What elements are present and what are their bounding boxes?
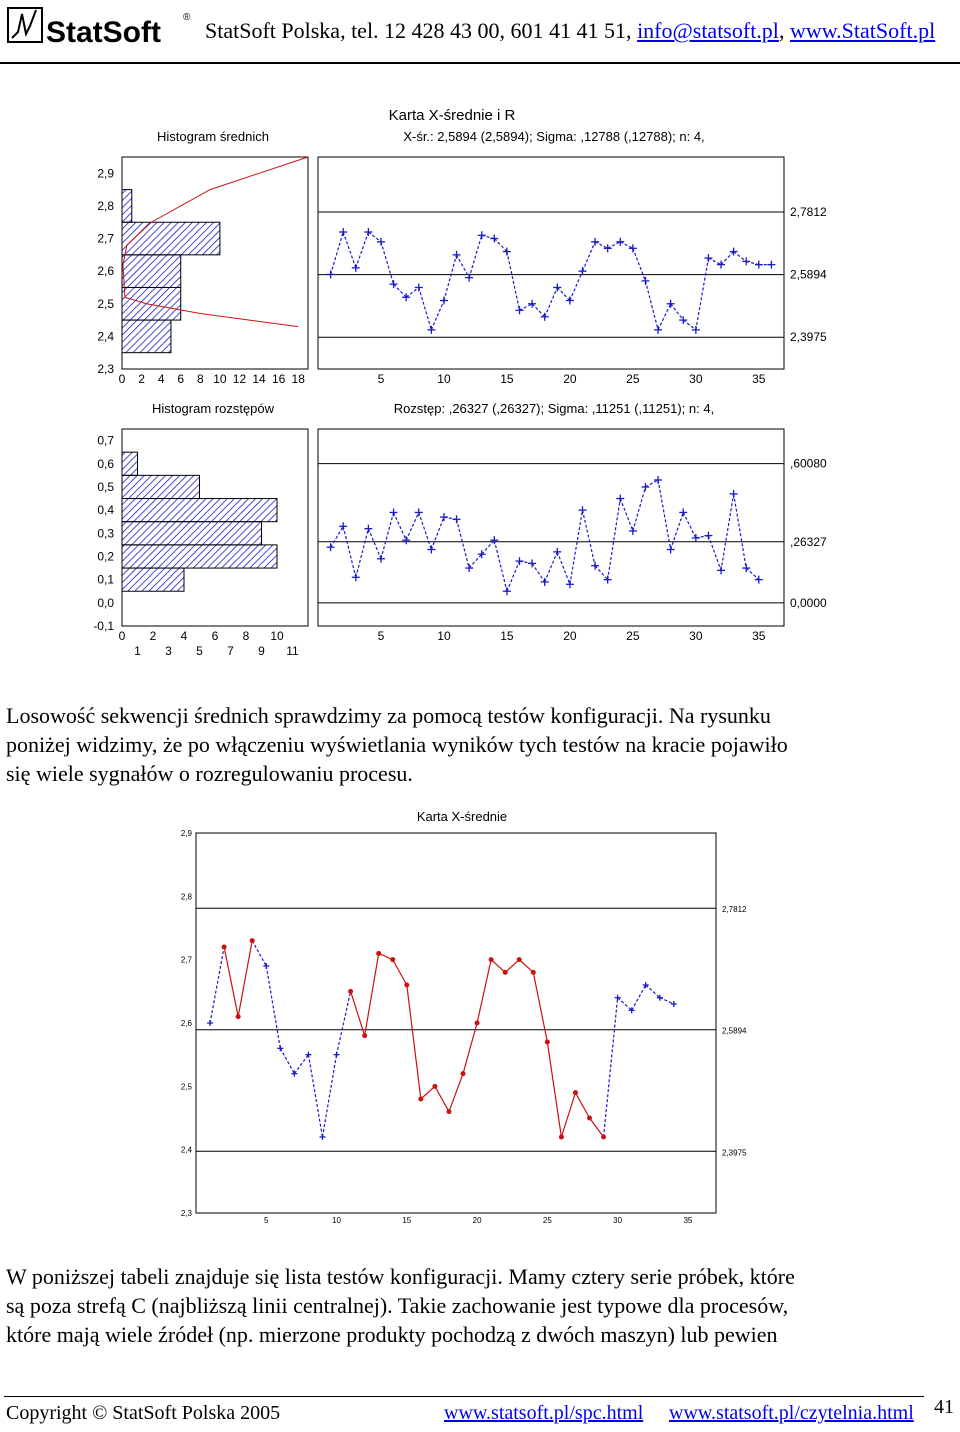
histogram-bar [122, 522, 262, 545]
x-tick-label: 5 [196, 644, 203, 658]
series-segment [494, 540, 507, 591]
signal-point [418, 1097, 423, 1102]
limit-label: 2,5894 [790, 267, 827, 282]
series-segment [419, 287, 432, 329]
series-segment [507, 252, 520, 311]
contact-text: StatSoft Polska, tel. 12 428 43 00, 601 41 41 51, [205, 18, 638, 43]
histogram-bar [122, 475, 200, 498]
series-segment [368, 529, 381, 559]
x-tick-label: 30 [613, 1216, 623, 1225]
series-segment [507, 561, 520, 591]
series-segment [368, 232, 381, 242]
histogram-bar [122, 499, 277, 522]
series-segment [457, 519, 470, 568]
x-tick-label: 1 [134, 644, 141, 658]
x-tick-label: 35 [683, 1216, 693, 1225]
series-segment [620, 499, 633, 531]
x-tick-label: 10 [437, 372, 451, 386]
signal-point [348, 989, 353, 994]
histogram-bar [122, 222, 220, 255]
plot-frame [318, 429, 784, 626]
y-tick-label: 2,7 [97, 231, 114, 246]
x-tick-label: 25 [626, 629, 640, 643]
xbar-runs-panel [181, 829, 747, 1225]
y-tick-label: 0,4 [97, 503, 114, 518]
y-tick-label: 2,5 [180, 1082, 192, 1092]
x-tick-label: 8 [242, 629, 250, 643]
y-tick-label: 0,2 [97, 549, 114, 564]
series-segment [557, 287, 570, 300]
page-header [0, 0, 960, 66]
czytelnia-link[interactable]: www.statsoft.pl/czytelnia.html [669, 1402, 914, 1424]
series-segment [356, 232, 369, 268]
header-divider [0, 62, 960, 64]
y-tick-label: 2,4 [97, 329, 114, 344]
series-segment [545, 552, 558, 582]
x-tick-label: 11 [286, 644, 299, 658]
series-segment [721, 494, 734, 570]
x-tick-label: 10 [213, 372, 227, 386]
histogram-means-panel [97, 157, 308, 386]
series-segment [407, 985, 421, 1099]
series-segment [394, 512, 407, 540]
histogram-bar [122, 568, 184, 591]
signal-point [362, 1033, 367, 1038]
series-segment [633, 248, 646, 281]
chart-title: Karta X-średnie [416, 809, 508, 824]
signal-point [475, 1021, 480, 1026]
series-segment [570, 271, 583, 300]
series-segment [660, 998, 674, 1004]
x-tick-label: 15 [500, 629, 514, 643]
y-tick-label: 0,3 [97, 526, 114, 541]
y-tick-label: 2,8 [180, 892, 192, 902]
series-segment [252, 941, 266, 966]
range-chart-panel [318, 429, 827, 643]
series-segment [435, 1086, 449, 1111]
xbar-r-chart [0, 96, 960, 666]
series-segment [331, 232, 344, 274]
signal-point [461, 1071, 466, 1076]
header-contact [205, 18, 935, 44]
histogram-ranges-title: Histogram rozstępów [151, 401, 275, 416]
series-segment [449, 1074, 463, 1112]
series-segment [683, 512, 696, 537]
series-segment [734, 252, 747, 262]
series-segment [519, 960, 533, 973]
y-tick-label: 2,8 [97, 198, 114, 213]
series-segment [393, 960, 407, 985]
series-segment [696, 258, 709, 330]
series-segment [406, 287, 419, 297]
series-segment [532, 563, 545, 582]
series-segment [561, 1093, 575, 1137]
x-tick-label: 2 [149, 629, 157, 643]
series-segment [308, 1055, 322, 1137]
series-segment [351, 991, 365, 1035]
signal-point [573, 1090, 578, 1095]
signal-point [404, 983, 409, 988]
histogram-bar [122, 320, 171, 353]
limit-label: 2,3975 [790, 330, 827, 345]
xbar-subtitle: X-śr.: 2,5894 (2,5894); Sigma: ,12788 (,12788); n: 4, [403, 129, 705, 144]
series-segment [608, 242, 621, 249]
series-segment [632, 985, 646, 1010]
series-segment [645, 281, 658, 330]
y-tick-label: 2,9 [180, 829, 192, 838]
signal-point [545, 1040, 550, 1045]
x-tick-label: 8 [196, 372, 204, 386]
series-segment [421, 1086, 435, 1099]
y-tick-label: 0,0 [97, 595, 114, 610]
x-tick-label: 14 [252, 372, 266, 386]
logo-graphic [6, 4, 194, 52]
signal-point [222, 945, 227, 950]
signal-point [250, 938, 255, 943]
series-segment [570, 510, 583, 584]
series-segment [491, 960, 505, 973]
series-segment [683, 320, 696, 330]
series-segment [444, 255, 457, 301]
series-segment [595, 566, 608, 580]
histogram-ranges-panel [93, 429, 308, 658]
x-tick-label: 15 [500, 372, 514, 386]
x-tick-label: 25 [542, 1216, 552, 1225]
paragraph-line: są poza strefą C (najbliższą linii centralnej). Takie zachowanie jest typowe dla procesów, [6, 1293, 789, 1318]
limit-label: ,26327 [790, 534, 827, 549]
svg-text:®: ® [183, 12, 191, 23]
signal-point [503, 970, 508, 975]
series-segment [381, 242, 394, 284]
series-segment [533, 972, 547, 1042]
y-tick-label: 2,3 [180, 1209, 192, 1218]
paragraph-tests [6, 1262, 924, 1349]
series-segment [532, 304, 545, 317]
x-tick-label: 30 [689, 372, 703, 386]
x-tick-label: 12 [232, 372, 247, 386]
series-segment [604, 998, 618, 1137]
signal-point [531, 970, 536, 975]
series-segment [645, 480, 658, 487]
signal-point [559, 1135, 564, 1140]
series-segment [557, 552, 570, 584]
website-link[interactable]: www.StatSoft.pl [789, 18, 936, 43]
y-tick-label: 2,5 [97, 296, 114, 311]
series-segment [575, 1093, 589, 1118]
limit-label: 0,0000 [790, 595, 827, 610]
y-tick-label: 0,1 [97, 572, 114, 587]
x-tick-label: 25 [626, 372, 640, 386]
series-segment [356, 529, 369, 578]
series-segment [721, 252, 734, 265]
x-tick-label: 10 [270, 629, 284, 643]
series-segment [431, 517, 444, 549]
signal-point [601, 1135, 606, 1140]
series-segment [671, 304, 684, 320]
spc-link[interactable]: www.statsoft.pl/spc.html [444, 1402, 644, 1424]
x-tick-label: 10 [332, 1216, 341, 1225]
series-segment [322, 1055, 336, 1137]
series-segment [343, 232, 356, 268]
y-tick-label: 0,6 [97, 456, 114, 471]
signal-point [517, 957, 522, 962]
limit-label: 2,5894 [722, 1026, 747, 1036]
series-segment [620, 242, 633, 249]
y-tick-label: 2,3 [97, 362, 114, 376]
x-tick-label: 16 [271, 372, 286, 386]
series-segment [469, 235, 482, 277]
series-segment [545, 287, 558, 316]
y-tick-label: 2,6 [180, 1019, 192, 1028]
xbar-runs-chart [0, 800, 960, 1240]
series-segment [595, 242, 608, 249]
paragraph-intro [6, 701, 924, 788]
signal-point [489, 957, 494, 962]
x-tick-label: 35 [752, 372, 766, 386]
x-tick-label: 6 [211, 629, 219, 643]
series-segment [494, 239, 507, 252]
x-tick-label: 6 [177, 372, 185, 386]
series-segment [238, 941, 252, 1017]
series-segment [365, 953, 379, 1035]
paragraph-line: Losowość sekwencji średnich sprawdzimy za pomocą testów konfiguracji. Na rysunku [6, 703, 771, 728]
series-segment [658, 304, 671, 330]
series-segment [431, 301, 444, 330]
xbar-chart-panel [318, 157, 827, 386]
signal-point [390, 957, 395, 962]
x-tick-label: 20 [563, 629, 577, 643]
limit-label: 2,7812 [722, 905, 747, 915]
series-segment [343, 526, 356, 577]
x-tick-label: 20 [563, 372, 577, 386]
signal-point [446, 1109, 451, 1114]
x-tick-label: 15 [402, 1216, 412, 1225]
series-segment [658, 480, 671, 550]
x-tick-label: 5 [377, 629, 385, 643]
y-tick-label: 2,6 [97, 264, 114, 279]
limit-label: 2,7812 [790, 205, 827, 220]
series-segment [646, 985, 660, 998]
signal-point [236, 1014, 241, 1019]
series-segment [708, 258, 721, 265]
series-segment [294, 1055, 308, 1074]
plot-frame [196, 833, 716, 1213]
series-segment [547, 1042, 561, 1137]
range-subtitle: Rozstęp: ,26327 (,26327); Sigma: ,11251 (,11251); n: 4, [393, 401, 715, 416]
signal-point [587, 1116, 592, 1121]
logo-text: StatSoft [46, 16, 161, 49]
paragraph-line: poniżej widzimy, że po włączeniu wyświetlania wyników tych testów na kracie pojawiło [6, 732, 788, 757]
series-segment [590, 1118, 604, 1137]
series-segment [582, 242, 595, 271]
page-number: 41 [934, 1396, 954, 1418]
y-tick-label: 0,5 [97, 479, 114, 494]
series-segment [618, 998, 632, 1011]
x-tick-label: 10 [437, 629, 451, 643]
footer-divider [4, 1396, 924, 1397]
series-segment [210, 947, 224, 1023]
x-tick-label: 4 [180, 629, 188, 643]
y-tick-label: 2,9 [97, 166, 114, 181]
series-segment [608, 499, 621, 580]
x-tick-label: 4 [157, 372, 165, 386]
x-tick-label: 35 [752, 629, 766, 643]
series-segment [463, 1023, 477, 1074]
series-segment [337, 991, 351, 1054]
series-segment [266, 966, 280, 1048]
series-segment [671, 512, 684, 549]
series-segment [331, 526, 344, 547]
series-segment [582, 510, 595, 566]
histogram-bar [122, 287, 181, 320]
series-segment [746, 568, 759, 580]
series-segment [419, 512, 432, 549]
series-segment [394, 284, 407, 297]
series-segment [406, 512, 419, 540]
x-tick-label: 18 [291, 372, 305, 386]
x-tick-label: 5 [377, 372, 385, 386]
footer-copyright: Copyright © StatSoft Polska 2005 [6, 1402, 281, 1424]
limit-label: 2,3975 [722, 1148, 747, 1158]
x-tick-label: 0 [118, 629, 126, 643]
x-tick-label: 2 [138, 372, 145, 386]
x-tick-label: 0 [118, 372, 126, 386]
limit-label: ,60080 [790, 456, 827, 471]
histogram-bar [122, 190, 132, 223]
signal-point [376, 951, 381, 956]
y-tick-label: 0,7 [97, 433, 114, 448]
x-tick-label: 30 [689, 629, 703, 643]
histogram-bar [122, 545, 277, 568]
series-segment [280, 1048, 294, 1073]
series-segment [520, 304, 533, 311]
email-link[interactable]: info@statsoft.pl [637, 18, 779, 43]
series-segment [477, 960, 491, 1023]
paragraph-line: się wiele sygnałów o rozregulowaniu procesu. [6, 761, 413, 786]
histogram-means-title: Histogram średnich [157, 129, 269, 144]
series-segment [708, 536, 721, 571]
x-tick-label: 20 [472, 1216, 482, 1225]
paragraph-line: W poniższej tabeli znajduje się lista testów konfiguracji. Mamy cztery serie próbek, które [6, 1264, 795, 1289]
series-segment [469, 554, 482, 568]
series-segment [633, 487, 646, 531]
separator: , [778, 18, 790, 43]
y-tick-label: 2,4 [180, 1145, 192, 1155]
y-tick-label: 2,7 [180, 955, 192, 965]
series-segment [224, 947, 238, 1017]
x-tick-label: 9 [258, 644, 265, 658]
x-tick-label: 7 [227, 644, 234, 658]
histogram-bar [122, 452, 138, 475]
series-segment [381, 512, 394, 558]
y-tick-label: -0,1 [93, 619, 114, 633]
chart-title: Karta X-średnie i R [388, 107, 516, 124]
series-segment [482, 540, 495, 554]
x-tick-label: 3 [165, 644, 172, 658]
paragraph-line: które mają wiele źródeł (np. mierzone produkty pochodzą z dwóch maszyn) lub pewien [6, 1322, 778, 1347]
series-segment [734, 494, 747, 568]
series-segment [505, 960, 519, 973]
x-tick-label: 5 [264, 1216, 269, 1225]
statsoft-logo [6, 4, 194, 52]
signal-point [432, 1084, 437, 1089]
histogram-bar [122, 255, 181, 288]
